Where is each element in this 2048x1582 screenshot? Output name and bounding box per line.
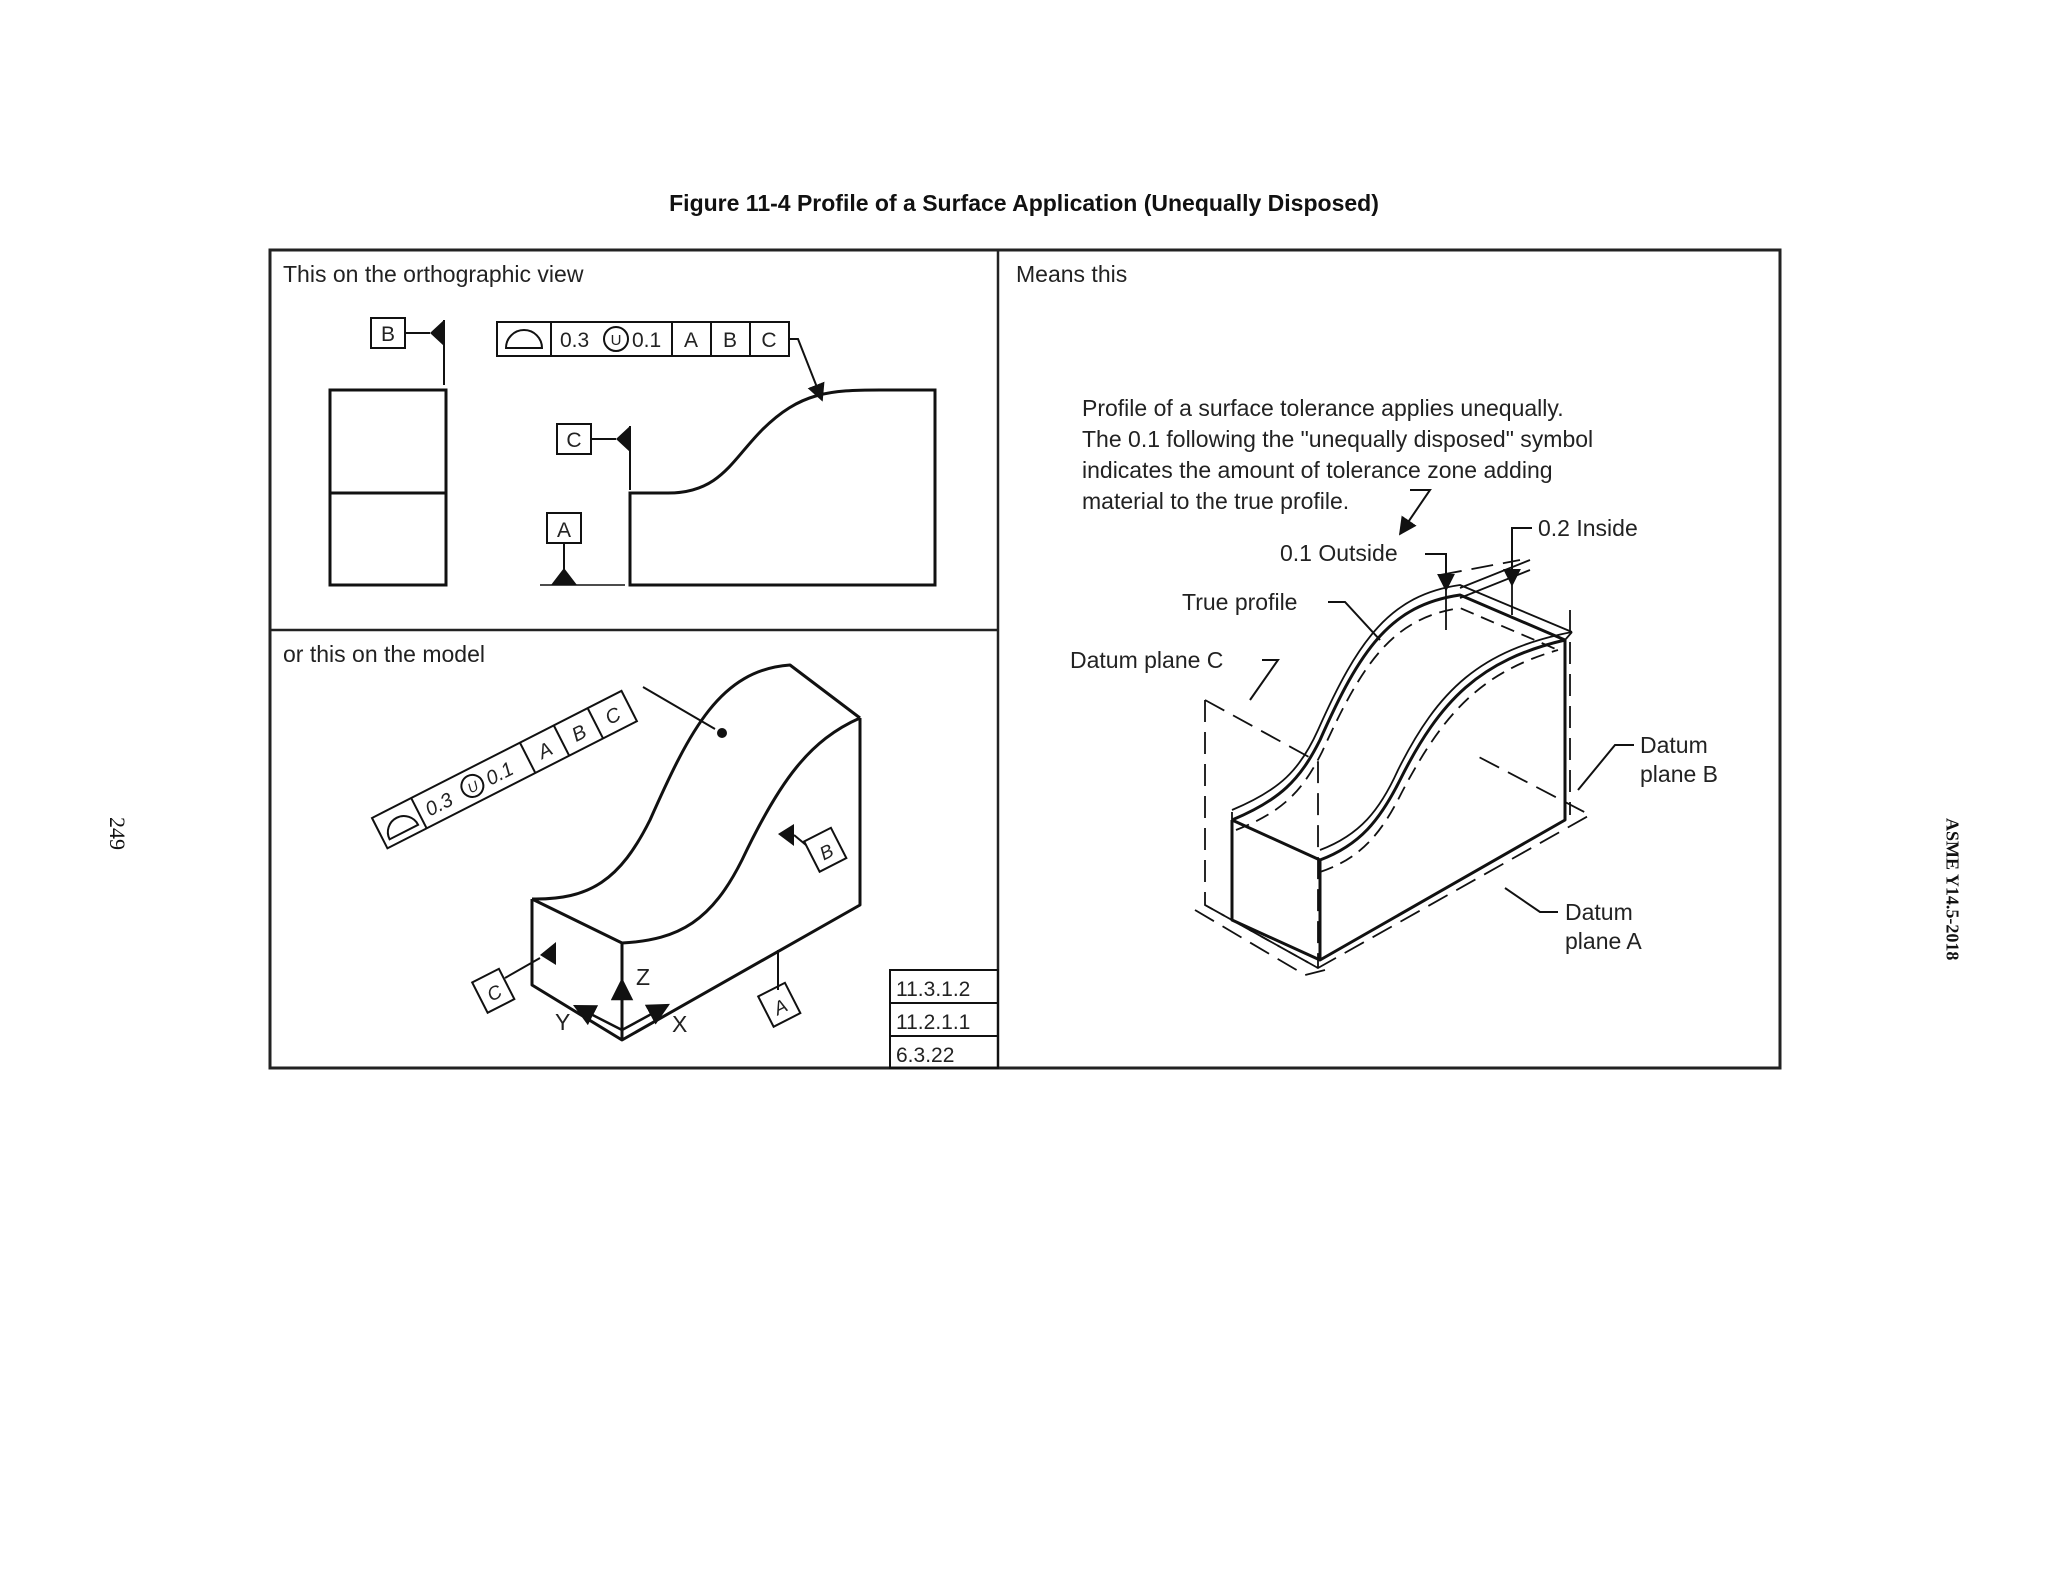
zone-offset-lines xyxy=(1440,560,1520,575)
datum-plane-c-label: Datum plane C xyxy=(1070,647,1224,673)
means-note-line-2: The 0.1 following the "unequally disposed" symbol xyxy=(1082,426,1594,452)
means-note-line-3: indicates the amount of tolerance zone adding xyxy=(1082,457,1553,483)
axis-z-label: Z xyxy=(636,964,651,990)
datum-b-model xyxy=(778,824,846,872)
outer-border xyxy=(270,250,1780,1068)
datum-c-model xyxy=(472,942,556,1013)
axis-x-label: X xyxy=(672,1011,688,1037)
ortho-front-view xyxy=(630,390,935,585)
fcf-datum-2: B xyxy=(722,329,738,352)
true-profile-label: True profile xyxy=(1182,589,1298,615)
datum-a-model xyxy=(758,950,800,1027)
reference-1: 11.3.1.2 xyxy=(896,978,971,1001)
reference-2: 11.2.1.1 xyxy=(896,1011,971,1034)
model-fcf-tolerance: 0.3 xyxy=(421,788,457,822)
inside-label: 0.2 Inside xyxy=(1538,515,1638,541)
model-fcf-unequal-value: 0.1 xyxy=(482,758,518,791)
model-fcf-datum-1: A xyxy=(534,738,557,764)
model-fcf-datum-3: C xyxy=(601,703,625,730)
datum-plane-b-label-2: plane B xyxy=(1640,761,1719,787)
datum-a-ortho-letter: A xyxy=(556,519,572,542)
fcf-datum-3: C xyxy=(761,329,777,352)
fcf-unequal-value: 0.1 xyxy=(632,329,662,352)
datum-c-model-letter: C xyxy=(483,981,506,1007)
datum-c-ortho-letter: C xyxy=(566,429,582,452)
figure-title: Figure 11-4 Profile of a Surface Application (Unequally Disposed) xyxy=(669,190,1379,216)
model-feature-control-frame xyxy=(372,691,637,848)
axis-y-label: Y xyxy=(555,1009,571,1035)
feature-control-frame xyxy=(497,322,822,400)
datum-c-ortho xyxy=(557,424,630,490)
figure-frame xyxy=(270,250,1780,1068)
datum-plane-a-label-1: Datum xyxy=(1565,899,1633,925)
ortho-caption: This on the orthographic view xyxy=(283,261,584,287)
fcf-tolerance: 0.3 xyxy=(560,329,590,352)
tolerance-zone-part xyxy=(1232,585,1572,960)
fcf-datum-1: A xyxy=(683,329,699,352)
datum-b-ortho-letter: B xyxy=(380,323,396,346)
datum-plane-a-label-2: plane A xyxy=(1565,928,1642,954)
datum-plane-b-label-1: Datum xyxy=(1640,732,1708,758)
datum-plane-a-edge xyxy=(1195,910,1325,975)
means-note-line-1: Profile of a surface tolerance applies unequally. xyxy=(1082,395,1564,421)
model-fcf-datum-2: B xyxy=(568,720,591,747)
ortho-side-view xyxy=(330,390,446,585)
fcf-modifier: U xyxy=(610,332,622,349)
datum-b-model-letter: B xyxy=(816,840,838,866)
outside-label: 0.1 Outside xyxy=(1280,540,1398,566)
datum-a-model-letter: A xyxy=(770,995,792,1021)
datum-a-ortho xyxy=(540,513,625,585)
profile-of-surface-icon xyxy=(506,330,542,348)
reference-3: 6.3.22 xyxy=(896,1044,955,1067)
means-note-line-4: material to the true profile. xyxy=(1082,488,1350,514)
means-caption: Means this xyxy=(1016,261,1128,287)
model-fcf-modifier: U xyxy=(464,777,481,797)
model-caption: or this on the model xyxy=(283,641,486,667)
model-surface-dot xyxy=(717,728,727,738)
datum-b-ortho xyxy=(371,318,444,385)
